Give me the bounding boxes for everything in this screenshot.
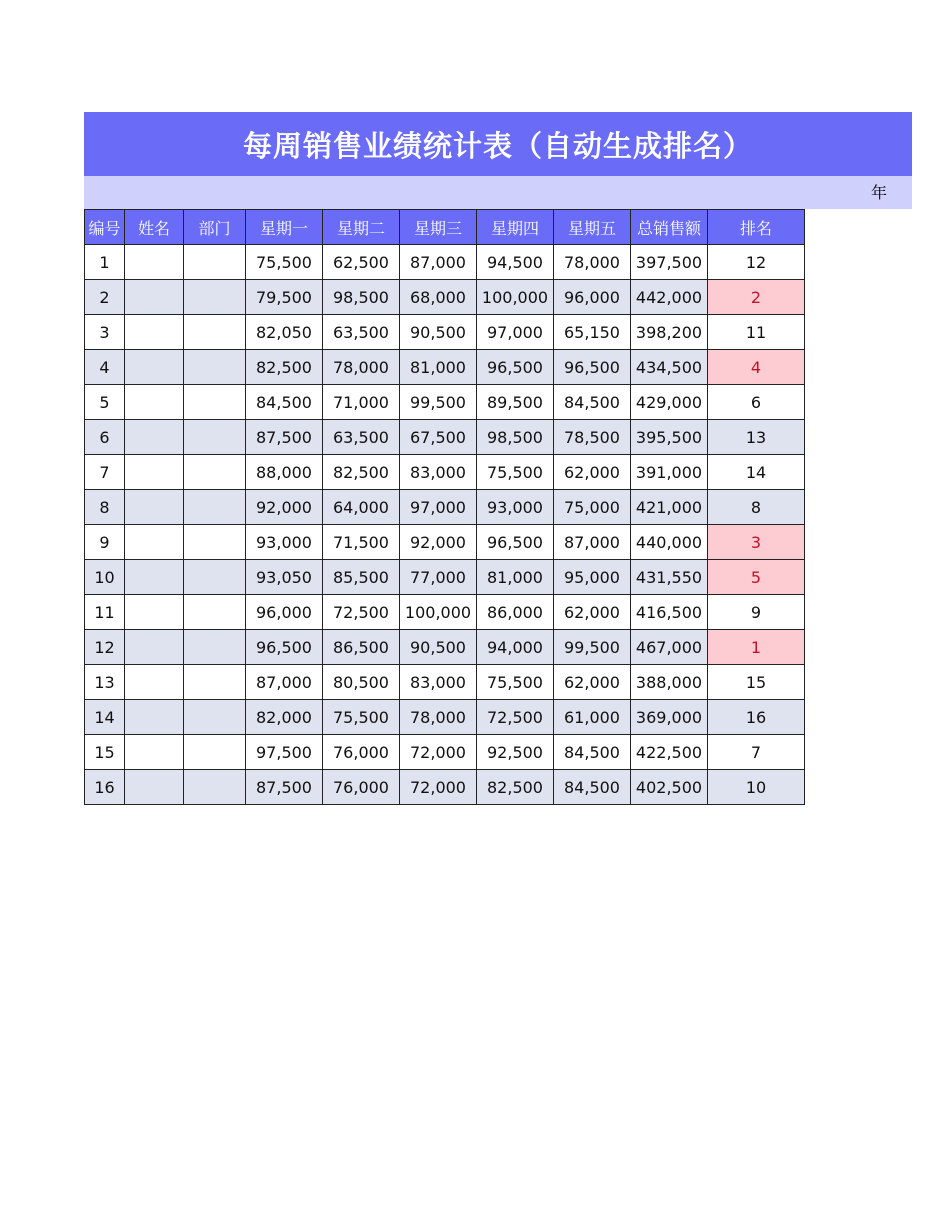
cell-rank[interactable]: 9 — [708, 595, 805, 630]
cell-rank[interactable]: 14 — [708, 455, 805, 490]
cell-wed[interactable]: 92,000 — [400, 525, 477, 560]
cell-id[interactable]: 2 — [85, 280, 125, 315]
cell-rank[interactable]: 4 — [708, 350, 805, 385]
cell-mon[interactable]: 97,500 — [246, 735, 323, 770]
cell-mon[interactable]: 96,000 — [246, 595, 323, 630]
cell-id[interactable]: 8 — [85, 490, 125, 525]
cell-fri[interactable]: 78,000 — [554, 245, 631, 280]
table-row — [85, 245, 805, 280]
cell-id[interactable]: 16 — [85, 770, 125, 805]
cell-name[interactable] — [125, 595, 184, 630]
table-row — [85, 455, 805, 490]
cell-wed[interactable]: 77,000 — [400, 560, 477, 595]
cell-name[interactable] — [125, 490, 184, 525]
header-cell-wed[interactable]: 星期三 — [400, 210, 477, 245]
cell-fri[interactable]: 62,000 — [554, 595, 631, 630]
cell-wed[interactable]: 90,500 — [400, 315, 477, 350]
cell-id[interactable]: 3 — [85, 315, 125, 350]
cell-wed[interactable]: 78,000 — [400, 700, 477, 735]
cell-total[interactable]: 421,000 — [631, 490, 708, 525]
cell-dept[interactable] — [184, 525, 246, 560]
cell-tue[interactable]: 76,000 — [323, 735, 400, 770]
cell-name[interactable] — [125, 630, 184, 665]
header-cell-id[interactable]: 编号 — [85, 210, 125, 245]
cell-tue[interactable]: 85,500 — [323, 560, 400, 595]
cell-fri[interactable]: 62,000 — [554, 665, 631, 700]
cell-thu[interactable]: 75,500 — [477, 455, 554, 490]
cell-rank[interactable]: 12 — [708, 245, 805, 280]
subheader-bar — [84, 176, 912, 209]
cell-wed[interactable]: 72,000 — [400, 735, 477, 770]
table-row — [85, 770, 805, 805]
cell-tue[interactable]: 72,500 — [323, 595, 400, 630]
cell-dept[interactable] — [184, 595, 246, 630]
cell-rank[interactable]: 3 — [708, 525, 805, 560]
table-row — [85, 630, 805, 665]
cell-wed[interactable]: 90,500 — [400, 630, 477, 665]
cell-tue[interactable]: 76,000 — [323, 770, 400, 805]
table-row — [85, 700, 805, 735]
sheet-title: 每周销售业绩统计表（自动生成排名） — [84, 112, 912, 176]
cell-name[interactable] — [125, 525, 184, 560]
cell-name[interactable] — [125, 700, 184, 735]
cell-thu[interactable]: 82,500 — [477, 770, 554, 805]
cell-dept[interactable] — [184, 350, 246, 385]
cell-dept[interactable] — [184, 245, 246, 280]
cell-name[interactable] — [125, 315, 184, 350]
cell-thu[interactable]: 94,500 — [477, 245, 554, 280]
cell-thu[interactable]: 89,500 — [477, 385, 554, 420]
cell-id[interactable]: 4 — [85, 350, 125, 385]
cell-thu[interactable]: 72,500 — [477, 700, 554, 735]
cell-wed[interactable]: 87,000 — [400, 245, 477, 280]
cell-dept[interactable] — [184, 280, 246, 315]
cell-thu[interactable]: 100,000 — [477, 280, 554, 315]
cell-id[interactable]: 1 — [85, 245, 125, 280]
cell-total[interactable]: 397,500 — [631, 245, 708, 280]
cell-rank[interactable]: 8 — [708, 490, 805, 525]
cell-mon[interactable]: 87,500 — [246, 420, 323, 455]
header-cell-rank[interactable]: 排名 — [708, 210, 805, 245]
cell-dept[interactable] — [184, 735, 246, 770]
cell-fri[interactable]: 78,500 — [554, 420, 631, 455]
cell-mon[interactable]: 96,500 — [246, 630, 323, 665]
cell-fri[interactable]: 99,500 — [554, 630, 631, 665]
cell-mon[interactable]: 93,050 — [246, 560, 323, 595]
cell-tue[interactable]: 63,500 — [323, 420, 400, 455]
cell-total[interactable]: 440,000 — [631, 525, 708, 560]
cell-wed[interactable]: 81,000 — [400, 350, 477, 385]
header-cell-name[interactable]: 姓名 — [125, 210, 184, 245]
table-row — [85, 315, 805, 350]
cell-total[interactable]: 434,500 — [631, 350, 708, 385]
cell-thu[interactable]: 86,000 — [477, 595, 554, 630]
cell-dept[interactable] — [184, 490, 246, 525]
cell-name[interactable] — [125, 455, 184, 490]
cell-id[interactable]: 13 — [85, 665, 125, 700]
cell-name[interactable] — [125, 245, 184, 280]
cell-id[interactable]: 10 — [85, 560, 125, 595]
table-row — [85, 490, 805, 525]
cell-fri[interactable]: 61,000 — [554, 700, 631, 735]
cell-dept[interactable] — [184, 700, 246, 735]
cell-tue[interactable]: 82,500 — [323, 455, 400, 490]
cell-rank[interactable]: 1 — [708, 630, 805, 665]
cell-wed[interactable]: 68,000 — [400, 280, 477, 315]
header-cell-thu[interactable]: 星期四 — [477, 210, 554, 245]
cell-total[interactable]: 429,000 — [631, 385, 708, 420]
table-row — [85, 595, 805, 630]
cell-dept[interactable] — [184, 630, 246, 665]
cell-total[interactable]: 442,000 — [631, 280, 708, 315]
cell-tue[interactable]: 75,500 — [323, 700, 400, 735]
cell-tue[interactable]: 71,000 — [323, 385, 400, 420]
cell-total[interactable]: 402,500 — [631, 770, 708, 805]
cell-rank[interactable]: 10 — [708, 770, 805, 805]
cell-dept[interactable] — [184, 315, 246, 350]
cell-mon[interactable]: 82,050 — [246, 315, 323, 350]
cell-fri[interactable]: 96,000 — [554, 280, 631, 315]
cell-wed[interactable]: 72,000 — [400, 770, 477, 805]
cell-fri[interactable]: 84,500 — [554, 735, 631, 770]
cell-tue[interactable]: 80,500 — [323, 665, 400, 700]
cell-wed[interactable]: 83,000 — [400, 455, 477, 490]
cell-dept[interactable] — [184, 455, 246, 490]
cell-fri[interactable]: 75,000 — [554, 490, 631, 525]
cell-rank[interactable]: 7 — [708, 735, 805, 770]
cell-tue[interactable]: 64,000 — [323, 490, 400, 525]
cell-name[interactable] — [125, 735, 184, 770]
cell-total[interactable]: 391,000 — [631, 455, 708, 490]
cell-total[interactable]: 431,550 — [631, 560, 708, 595]
header-cell-mon[interactable]: 星期一 — [246, 210, 323, 245]
cell-name[interactable] — [125, 280, 184, 315]
cell-thu[interactable]: 96,500 — [477, 525, 554, 560]
cell-mon[interactable]: 87,000 — [246, 665, 323, 700]
cell-name[interactable] — [125, 420, 184, 455]
cell-dept[interactable] — [184, 420, 246, 455]
cell-thu[interactable]: 75,500 — [477, 665, 554, 700]
cell-rank[interactable]: 2 — [708, 280, 805, 315]
cell-wed[interactable]: 99,500 — [400, 385, 477, 420]
cell-id[interactable]: 15 — [85, 735, 125, 770]
cell-id[interactable]: 5 — [85, 385, 125, 420]
cell-tue[interactable]: 78,000 — [323, 350, 400, 385]
cell-mon[interactable]: 82,500 — [246, 350, 323, 385]
cell-fri[interactable]: 65,150 — [554, 315, 631, 350]
table-row — [85, 420, 805, 455]
table-row — [85, 665, 805, 700]
cell-tue[interactable]: 63,500 — [323, 315, 400, 350]
cell-total[interactable]: 416,500 — [631, 595, 708, 630]
cell-thu[interactable]: 96,500 — [477, 350, 554, 385]
cell-thu[interactable]: 81,000 — [477, 560, 554, 595]
cell-wed[interactable]: 97,000 — [400, 490, 477, 525]
cell-thu[interactable]: 93,000 — [477, 490, 554, 525]
cell-fri[interactable]: 87,000 — [554, 525, 631, 560]
cell-wed[interactable]: 100,000 — [400, 595, 477, 630]
cell-thu[interactable]: 97,000 — [477, 315, 554, 350]
cell-dept[interactable] — [184, 770, 246, 805]
cell-rank[interactable]: 16 — [708, 700, 805, 735]
cell-tue[interactable]: 98,500 — [323, 280, 400, 315]
cell-mon[interactable]: 92,000 — [246, 490, 323, 525]
cell-tue[interactable]: 86,500 — [323, 630, 400, 665]
table-row — [85, 735, 805, 770]
cell-fri[interactable]: 96,500 — [554, 350, 631, 385]
cell-total[interactable]: 395,500 — [631, 420, 708, 455]
header-cell-tue[interactable]: 星期二 — [323, 210, 400, 245]
cell-id[interactable]: 7 — [85, 455, 125, 490]
cell-id[interactable]: 6 — [85, 420, 125, 455]
cell-fri[interactable]: 95,000 — [554, 560, 631, 595]
cell-rank[interactable]: 13 — [708, 420, 805, 455]
table-row — [85, 280, 805, 315]
cell-mon[interactable]: 75,500 — [246, 245, 323, 280]
cell-name[interactable] — [125, 665, 184, 700]
cell-dept[interactable] — [184, 560, 246, 595]
cell-dept[interactable] — [184, 385, 246, 420]
cell-name[interactable] — [125, 770, 184, 805]
cell-fri[interactable]: 84,500 — [554, 385, 631, 420]
header-cell-total[interactable]: 总销售额 — [631, 210, 708, 245]
cell-rank[interactable]: 6 — [708, 385, 805, 420]
cell-wed[interactable]: 67,500 — [400, 420, 477, 455]
cell-name[interactable] — [125, 350, 184, 385]
cell-thu[interactable]: 98,500 — [477, 420, 554, 455]
table-row — [85, 350, 805, 385]
table-row — [85, 560, 805, 595]
cell-id[interactable]: 12 — [85, 630, 125, 665]
cell-name[interactable] — [125, 385, 184, 420]
cell-tue[interactable]: 71,500 — [323, 525, 400, 560]
cell-id[interactable]: 14 — [85, 700, 125, 735]
table-row — [85, 385, 805, 420]
cell-mon[interactable]: 93,000 — [246, 525, 323, 560]
sales-table — [84, 209, 805, 805]
cell-id[interactable]: 9 — [85, 525, 125, 560]
cell-dept[interactable] — [184, 665, 246, 700]
year-label: 年 — [870, 183, 887, 202]
cell-thu[interactable]: 94,000 — [477, 630, 554, 665]
header-row — [85, 210, 805, 245]
header-cell-dept[interactable]: 部门 — [184, 210, 246, 245]
cell-total[interactable]: 467,000 — [631, 630, 708, 665]
cell-mon[interactable]: 88,000 — [246, 455, 323, 490]
cell-total[interactable]: 398,200 — [631, 315, 708, 350]
cell-total[interactable]: 388,000 — [631, 665, 708, 700]
cell-id[interactable]: 11 — [85, 595, 125, 630]
cell-fri[interactable]: 62,000 — [554, 455, 631, 490]
cell-total[interactable]: 422,500 — [631, 735, 708, 770]
cell-mon[interactable]: 84,500 — [246, 385, 323, 420]
cell-name[interactable] — [125, 560, 184, 595]
header-cell-fri[interactable]: 星期五 — [554, 210, 631, 245]
cell-mon[interactable]: 82,000 — [246, 700, 323, 735]
cell-rank[interactable]: 15 — [708, 665, 805, 700]
cell-rank[interactable]: 11 — [708, 315, 805, 350]
cell-mon[interactable]: 79,500 — [246, 280, 323, 315]
cell-mon[interactable]: 87,500 — [246, 770, 323, 805]
cell-total[interactable]: 369,000 — [631, 700, 708, 735]
cell-wed[interactable]: 83,000 — [400, 665, 477, 700]
table-row — [85, 525, 805, 560]
cell-tue[interactable]: 62,500 — [323, 245, 400, 280]
table-body — [85, 245, 805, 805]
cell-rank[interactable]: 5 — [708, 560, 805, 595]
cell-fri[interactable]: 84,500 — [554, 770, 631, 805]
cell-thu[interactable]: 92,500 — [477, 735, 554, 770]
